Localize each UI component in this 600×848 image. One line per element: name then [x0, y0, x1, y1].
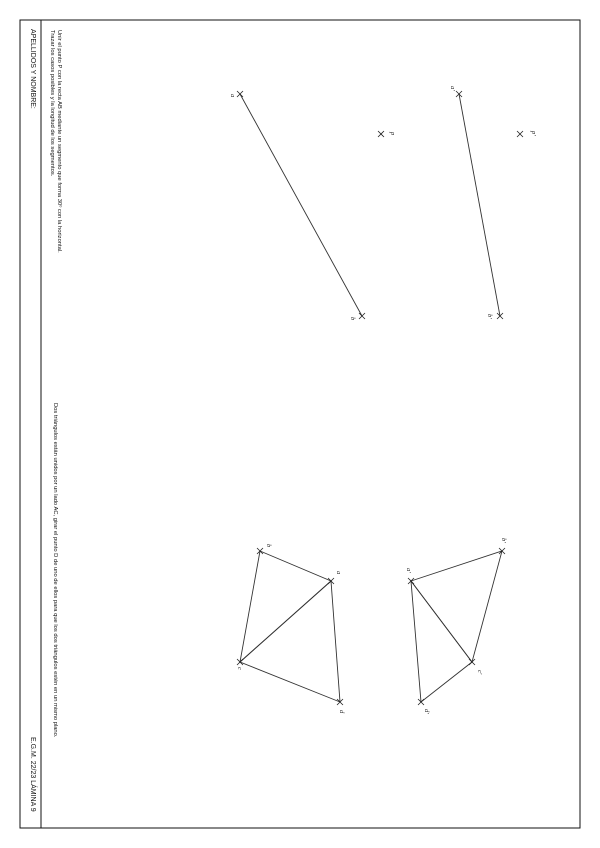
- label-d2-prime: d': [423, 709, 430, 714]
- exercise1-instruction-line2: Trazar los casos posibles y la longitud de los segmentos.: [49, 30, 55, 177]
- label-a: a: [229, 94, 236, 98]
- triangle-acd-elevation: [411, 581, 472, 702]
- label-b: b: [349, 317, 356, 321]
- sheet-label: E.G.M. 22/23 LÁMINA 9: [29, 737, 36, 812]
- triangle-acd-plan: [240, 581, 340, 702]
- line-ab-plan: [240, 94, 362, 316]
- name-label: APELLIDOS Y NOMBRE:: [29, 29, 36, 109]
- label-c2: c: [236, 667, 243, 670]
- label-c2-prime: c': [476, 670, 483, 675]
- label-a2-prime: a': [405, 568, 412, 573]
- triangle-abc-plan: [240, 551, 331, 662]
- label-d2: d: [338, 710, 345, 714]
- point-c2-prime-marker: [469, 659, 475, 665]
- label-b-prime: b': [486, 314, 493, 319]
- point-a-marker: [237, 91, 243, 97]
- point-b-marker: [359, 313, 365, 319]
- page-border: [20, 20, 580, 828]
- label-p: p: [389, 132, 396, 136]
- triangle-abc-elevation: [411, 551, 502, 662]
- point-p-prime-marker: [517, 131, 523, 137]
- label-a2: a: [335, 571, 342, 575]
- exercise2-instruction: Dos triángulos están unidos por un lado AC, girar el punto D de uno de ellos para que los dos triángulos estén en un mismo plano.: [52, 403, 58, 738]
- exercise1-instruction-line1: Unir el punto P con la recta AB mediante un segmento que forma 30º con la horizontal.: [56, 30, 62, 253]
- label-b2-prime: b': [500, 538, 507, 543]
- line-ab-elevation: [459, 94, 500, 316]
- point-b2-prime-marker: [499, 548, 505, 554]
- label-a-prime: a': [449, 86, 456, 91]
- label-b2: b: [265, 544, 272, 548]
- label-p-prime: p': [530, 131, 537, 136]
- point-p-marker: [378, 131, 384, 137]
